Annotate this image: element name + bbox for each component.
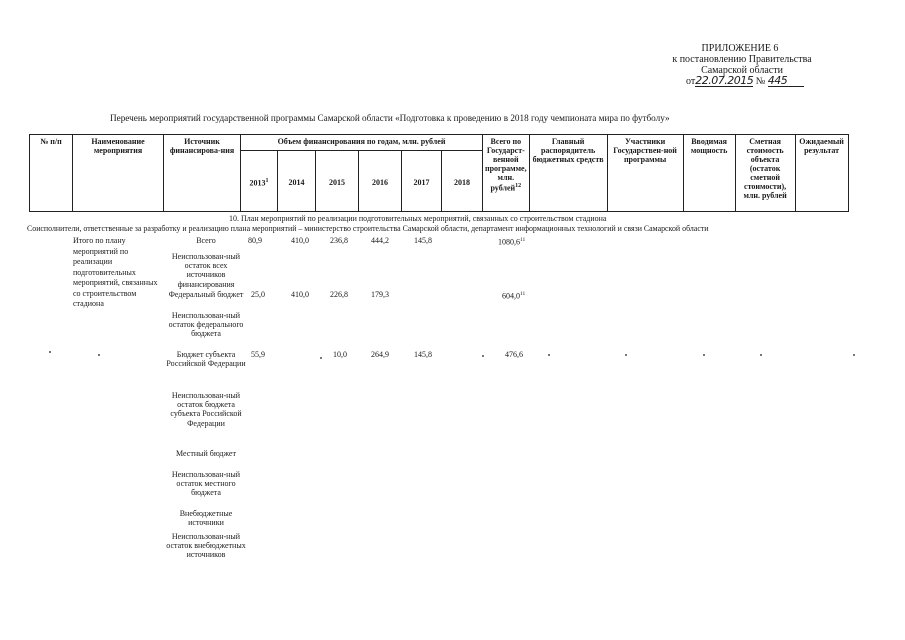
col-header-total: Всего по Государст-венной программе, млн. рублей$^{12}$	[483, 135, 530, 212]
year-header-2018: 2018	[442, 151, 483, 212]
value-federal-sum: 604,0$^{11}$	[502, 291, 526, 301]
appendix-region-line: Самарской области	[701, 65, 783, 76]
number-prefix: №	[755, 76, 766, 87]
value-regional-sum: 476,6	[505, 350, 523, 359]
total-sum-footnote: 11	[520, 237, 526, 243]
source-unused-local: Неиспользован-ный остаток местного бюджета	[171, 470, 241, 498]
value-total-sum: 1080,6$^{11}$	[498, 237, 526, 247]
value-total-2016: 444,2	[371, 236, 389, 245]
source-offbudget: Внебюджетные источники	[179, 509, 233, 528]
scan-speck	[98, 354, 100, 356]
col-header-capacity: Вводимая мощность	[683, 135, 735, 212]
document-title: Перечень мероприятий государственной программы Самарской области «Подготовка к проведению в 2018 году чемпионата мира по футболу»	[110, 113, 670, 123]
year-header-2017: 2017	[402, 151, 442, 212]
source-unused-all: Неиспользован-ный остаток всех источников финансирования	[171, 252, 241, 289]
value-regional-2016: 264,9	[371, 350, 389, 359]
source-unused-regional: Неиспользован-ный остаток бюджета субъекта Российской Федерации	[170, 391, 242, 428]
source-total: Всего	[196, 236, 216, 245]
year-header-2013: 2013$^1$	[241, 151, 278, 212]
value-federal-2014: 410,0	[291, 290, 309, 299]
source-unused-offbudget: Неиспользован-ный остаток внебюджетных источников	[166, 532, 246, 560]
scan-speck	[482, 355, 484, 357]
appendix-date-line	[686, 75, 804, 87]
scan-speck	[760, 354, 762, 356]
section-coexecutors: Соисполнители, ответственные за разработку и реализацию плана мероприятий – министерство строительства Самарской области, департамент информационных технологий и связи Самарской области	[27, 224, 709, 233]
total-footnote-mark: 12	[515, 183, 522, 189]
col-header-participants: Участники Государствен-ной программы	[607, 135, 683, 212]
source-unused-federal: Неиспользован-ный остаток федерального бюджета	[168, 311, 244, 339]
source-regional: Бюджет субъекта Российской Федерации	[166, 350, 246, 369]
federal-sum-footnote: 11	[520, 291, 526, 297]
source-local: Местный бюджет	[176, 449, 236, 458]
value-federal-2015: 226,8	[330, 290, 348, 299]
scan-speck	[320, 357, 322, 359]
value-regional-2013: 55,9	[251, 350, 265, 359]
appendix-subtitle-line: к постановлению Правительства	[672, 54, 812, 65]
scan-speck	[625, 354, 627, 356]
year-header-2015: 2015	[316, 151, 359, 212]
value-total-2015: 236,8	[330, 236, 348, 245]
col-header-name: Наименование мероприятия	[73, 135, 164, 212]
year-footnote-mark: 1	[265, 177, 269, 184]
year-header-2016: 2016	[359, 151, 402, 212]
date-prefix: от	[686, 76, 696, 87]
value-total-2017: 145,8	[414, 236, 432, 245]
value-regional-2017: 145,8	[414, 350, 432, 359]
number-value-handwritten: 445	[768, 75, 804, 87]
col-header-result: Ожидаемый результат	[795, 135, 848, 212]
col-header-number: № п/п	[30, 135, 73, 212]
date-value-handwritten: 22.07.2015	[695, 74, 754, 87]
row-measure-name: Итого по плану мероприятий по реализации подготовительных мероприятий, связанных со строительством стадиона	[73, 236, 158, 308]
scan-speck	[703, 354, 705, 356]
funding-table-header	[29, 134, 849, 212]
col-header-manager: Главный распорядитель бюджетных средств	[529, 135, 607, 212]
year-header-2014: 2014	[278, 151, 316, 212]
section-title: 10. План мероприятий по реализации подготовительных мероприятий, связанных со строительством стадиона	[229, 214, 607, 223]
value-regional-2015: 10,0	[333, 350, 347, 359]
col-header-funding: Объем финансирования по годам, млн. рублей	[241, 135, 483, 151]
scan-speck	[853, 354, 855, 356]
col-header-estimate: Сметная стоимость объекта (остаток сметной стоимости), млн. рублей	[735, 135, 795, 212]
appendix-title: ПРИЛОЖЕНИЕ 6	[701, 43, 779, 54]
value-total-2013: 80,9	[248, 236, 262, 245]
col-header-source: Источник финансирова-ния	[164, 135, 241, 212]
value-federal-2016: 179,3	[371, 290, 389, 299]
source-federal: Федеральный бюджет	[168, 290, 244, 299]
scan-speck	[49, 351, 51, 353]
value-federal-2013: 25,0	[251, 290, 265, 299]
scan-speck	[548, 354, 550, 356]
value-total-2014: 410,0	[291, 236, 309, 245]
